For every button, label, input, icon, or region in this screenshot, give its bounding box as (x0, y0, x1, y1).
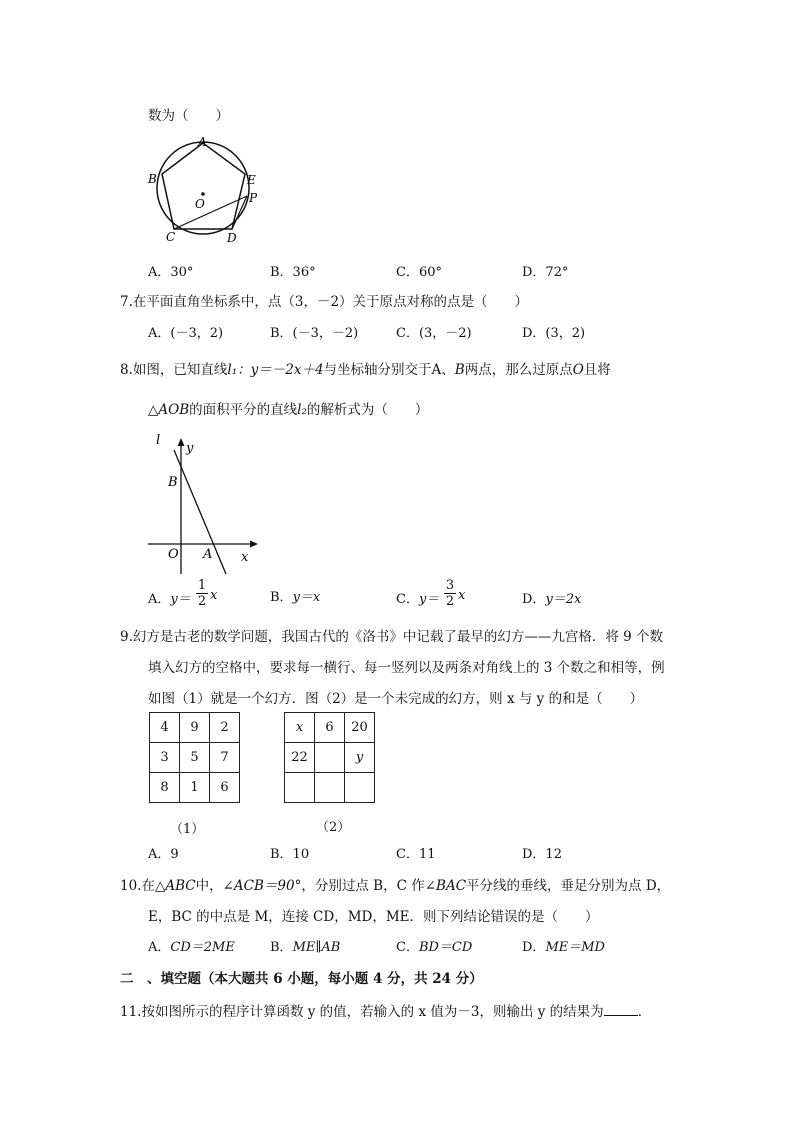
q7-option-a: A．(－3，2) (148, 326, 224, 341)
q10-option-c-expr: BD＝CD (418, 940, 473, 955)
q8-coordinate-figure (140, 428, 270, 578)
q9-caption-1: （1） (170, 822, 205, 837)
q8-equation: ：y＝－2x＋4 (237, 362, 324, 378)
q7-option-b: B．(－3，－2) (270, 326, 359, 341)
q8-stem-part3: 两点，那么过原点 (464, 362, 573, 378)
q11-answer-blank (604, 1003, 638, 1016)
q7-stem: 7.在平面直角坐标系中，点（3，－2）关于原点对称的点是（ ） (120, 294, 529, 310)
q9-option-b: B．10 (270, 847, 310, 862)
grid1-cell: 4 (150, 713, 180, 743)
q10-part2: 中， (195, 878, 223, 894)
section-2-heading: 二 、填空题（本大题共 6 小题，每小题 4 分，共 24 分） (120, 971, 483, 987)
q10-option-b-prefix: B． (270, 940, 293, 955)
q8-stem-part4: 且将 (583, 362, 611, 378)
grid2-cell: 6 (315, 713, 345, 743)
grid2-cell (345, 773, 375, 803)
q6-label-D: D (227, 231, 237, 245)
q8-option-c (396, 588, 439, 607)
grid1-cell: 6 (210, 773, 240, 803)
q8-stem-part2: 与坐标轴分别交于A、 (323, 362, 455, 378)
q8-option-c-fraction (444, 578, 456, 609)
q6-option-a: A．30° (148, 265, 194, 280)
grid2-cell: x (285, 713, 315, 743)
q8-line-l2: l₂ (297, 402, 307, 418)
q8-option-b (270, 586, 320, 605)
q8-option-a (148, 588, 191, 607)
grid1-cell: 9 (180, 713, 210, 743)
q8-stem-line1 (120, 358, 611, 378)
q6-circle (157, 142, 249, 234)
q11-stem-text: 11.按如图所示的程序计算函数 y 的值，若输入的 x 值为－3，则输出 y 的结果为 (120, 1004, 604, 1020)
q10-stem-line1 (120, 874, 670, 894)
q10-option-d-expr: ME＝MD (545, 940, 605, 955)
q11-stem (120, 1000, 651, 1020)
q8-line-l (174, 450, 226, 574)
grid1-cell: 1 (180, 773, 210, 803)
grid2-cell: y (345, 743, 375, 773)
q8-option-d-expr: y＝2x (545, 592, 582, 607)
q8-stem-line2-part2: 的面积平分的直线 (189, 402, 298, 418)
q8-option-b-prefix: B． (270, 590, 293, 605)
q6-label-O: O (195, 197, 205, 211)
q8-label-l: l (156, 433, 161, 448)
q10-option-a-prefix: A． (148, 940, 171, 955)
q8-line-l1: l₁ (227, 362, 238, 378)
q8-label-A: A (203, 547, 213, 562)
q7-option-d: D．(3，2) (522, 326, 586, 341)
q9-caption-2: （2） (316, 820, 351, 835)
q9-stem-line2: 填入幻方的空格中，要求每一横行、每一竖列以及两条对角线上的 3 个数之和相等，例 (148, 660, 665, 676)
q10-option-b (270, 936, 340, 955)
q8-label-y: y (186, 441, 194, 456)
q8-option-a-prefix: A． (148, 592, 171, 607)
q9-magic-square-1 (149, 712, 240, 803)
q8-option-c-var: x (458, 588, 466, 603)
grid1-cell: 3 (150, 743, 180, 773)
q10-option-a-expr: CD＝2ME (170, 940, 235, 955)
q8-option-b-expr: y＝x (292, 590, 321, 605)
q8-option-a-var: x (210, 588, 218, 603)
q9-stem-line1: 9.幻方是古老的数学问题，我国古代的《洛书》中记载了最早的幻方——九宫格．将 9 个数 (120, 629, 664, 645)
q10-triangle: △ABC (154, 878, 196, 894)
q6-option-d: D．72° (522, 265, 569, 280)
q8-option-a-lhs: y＝ (170, 592, 191, 607)
q10-stem-line2: E，BC 的中点是 M，连接 CD，MD，ME．则下列结论错误的是（ ） (148, 909, 599, 925)
q9-option-d: D．12 (522, 847, 562, 862)
q6-stem-tail: 数为（ ） (148, 108, 229, 124)
grid2-cell: 20 (345, 713, 375, 743)
q8-option-c-numerator: 3 (445, 578, 455, 593)
q6-label-C: C (166, 230, 176, 244)
q10-option-c-prefix: C． (396, 940, 419, 955)
q6-chord-dp (232, 196, 247, 229)
grid1-cell: 5 (180, 743, 210, 773)
grid2-cell (315, 773, 345, 803)
grid2-cell (285, 773, 315, 803)
q10-option-a (148, 936, 235, 955)
q6-label-B: B (148, 172, 157, 186)
q10-part4: 平分线的垂线，垂足分别为点 D， (466, 878, 671, 894)
grid1-cell: 2 (210, 713, 240, 743)
q11-stem-end: ． (637, 1004, 652, 1020)
grid1-cell: 7 (210, 743, 240, 773)
q9-option-a: A．9 (148, 847, 179, 862)
q6-label-P: P (249, 191, 258, 205)
q9-stem-line3: 如图（1）就是一个幻方．图（2）是一个未完成的幻方，则 x 与 y 的和是（ ） (148, 691, 644, 707)
q8-label-O: O (168, 547, 179, 562)
q7-option-c: C．(3，－2) (396, 326, 472, 341)
q10-angle-acb: ∠ACB＝90° (222, 878, 302, 894)
grid1-cell: 8 (150, 773, 180, 803)
q9-magic-square-2 (284, 712, 375, 803)
q8-option-a-numerator: 1 (197, 578, 207, 593)
q8-option-d (522, 588, 581, 607)
grid2-cell (315, 743, 345, 773)
q8-option-a-fraction (196, 578, 208, 609)
q10-option-d (522, 936, 605, 955)
q9-option-c: C．11 (396, 847, 436, 862)
q8-stem-line2-part3: 的解析式为（ ） (306, 402, 429, 418)
q10-part1: 10.在 (120, 878, 155, 894)
q8-x-arrow (250, 541, 258, 548)
q8-y-arrow (178, 438, 185, 446)
q10-option-b-expr: ME∥AB (292, 940, 341, 955)
q10-option-d-prefix: D． (522, 940, 546, 955)
q8-point-b: B (454, 362, 465, 378)
q8-point-o: O (572, 362, 584, 378)
q10-option-c (396, 936, 472, 955)
q8-option-c-prefix: C． (396, 592, 419, 607)
q6-center-dot (201, 192, 205, 196)
q8-label-B: B (168, 475, 178, 490)
q8-option-c-lhs: y＝ (418, 592, 440, 607)
q8-label-x: x (241, 550, 249, 565)
q8-option-a-denominator: 2 (197, 594, 207, 609)
q10-part3: ，分别过点 B，C 作 (301, 878, 425, 894)
q6-pentagon-figure (140, 130, 270, 245)
grid2-cell: 22 (285, 743, 315, 773)
q10-angle-bac: ∠BAC (424, 878, 467, 894)
q6-option-b: B．36° (270, 265, 316, 280)
q6-label-A: A (198, 135, 207, 149)
q8-option-d-prefix: D． (522, 592, 546, 607)
q6-option-c: C．60° (396, 265, 442, 280)
q6-label-E: E (247, 173, 256, 187)
q8-triangle: △AOB (148, 402, 190, 418)
q8-stem-line2 (148, 398, 428, 418)
q8-stem-part1: 8.如图，已知直线 (120, 362, 228, 378)
q8-option-c-denominator: 2 (445, 594, 455, 609)
